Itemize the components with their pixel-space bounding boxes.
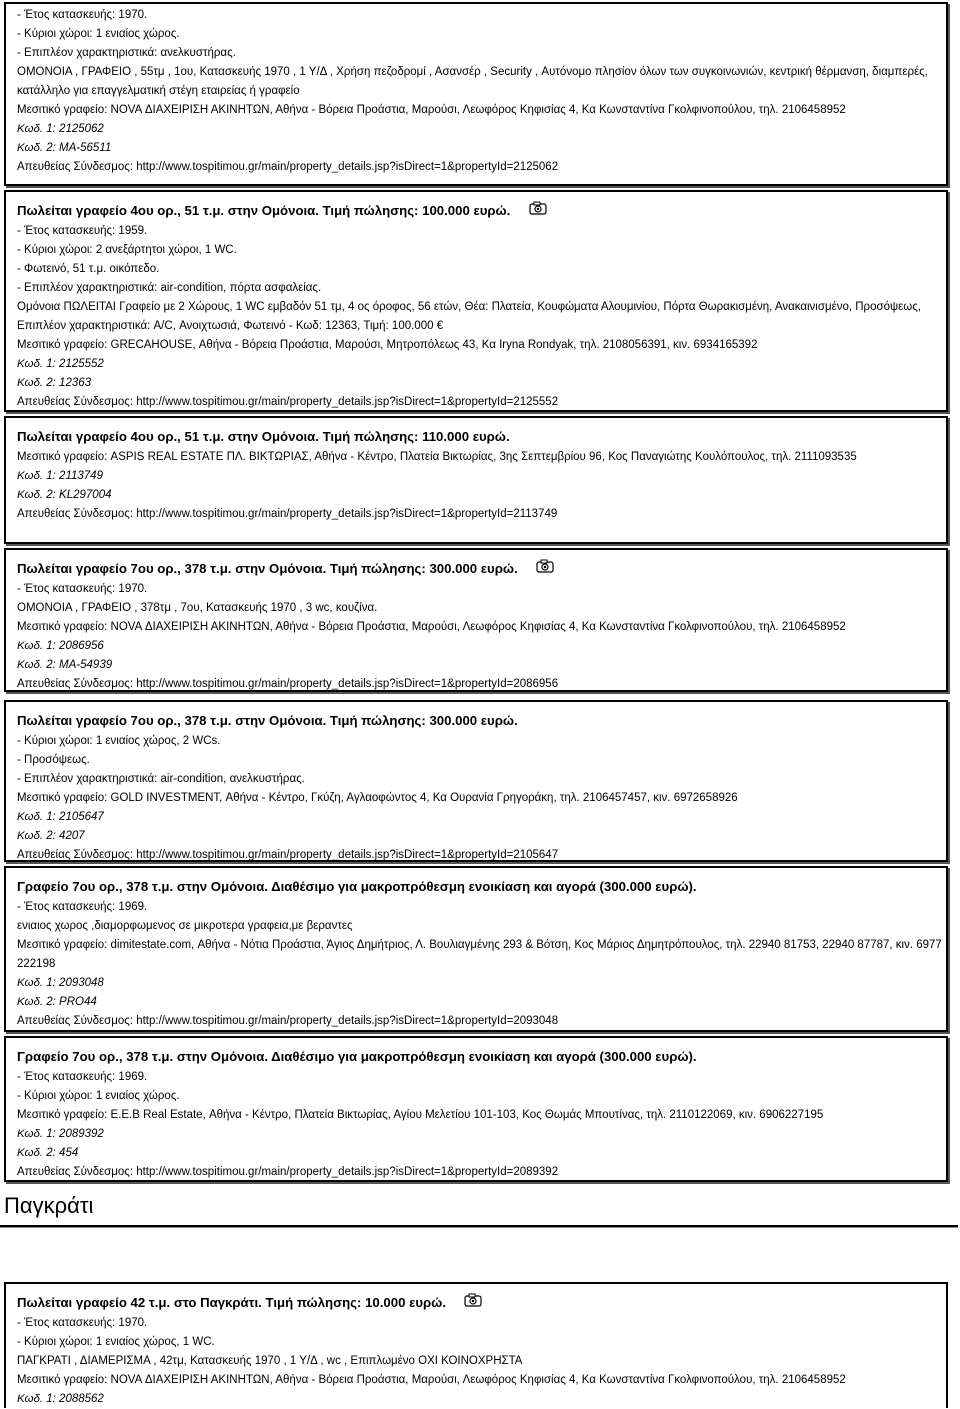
agency-info: Μεσιτικό γραφείο: GOLD INVESTMENT, Αθήνα - Κέντρο, Γκύζη, Αγλαοφώντος 4, Κα Ουρανία Γρηγοράκη, τηλ. 2106457457, κιν. 6972658926 [17,792,738,804]
listing-detail: - Κύριοι χώροι: 1 ενιαίος χώρος, 1 WC. [17,1336,215,1348]
listing-detail: - Έτος κατασκευής: 1959. [17,225,148,237]
camera-icon[interactable] [529,201,547,220]
agency-info: Μεσιτικό γραφείο: NOVA ΔΙΑΧΕΙΡΙΣΗ ΑΚΙΝΗΤΩΝ, Αθήνα - Βόρεια Προάστια, Μαρούσι, Λεωφόρος Κηφισίας 4, Κα Κωνσταντίνα Γκολφινοπούλου, τηλ. 2106458952 [17,104,846,116]
agency-info: Μεσιτικό γραφείο: ASPIS REAL ESTATE ΠΛ. ΒΙΚΤΩΡΙΑΣ, Αθήνα - Κέντρο, Πλατεία Βικτωρίας, 3ης Σεπτεμβρίου 96, Κος Παναγιώτης Κουλόπουλος, τηλ. 2111093535 [17,451,857,463]
direct-link[interactable]: Απευθείας Σύνδεσμος: http://www.tospitimou.gr/main/property_details.jsp?isDirect=1&propertyId=2093048 [17,1015,559,1027]
direct-link[interactable]: Απευθείας Σύνδεσμος: http://www.tospitimou.gr/main/property_details.jsp?isDirect=1&propertyId=2125552 [17,396,559,408]
listing-card [4,548,948,692]
listing-detail: - Επιπλέον χαρακτηριστικά: ανελκυστήρας. [17,47,236,59]
listing-title: Γραφείο 7ου ορ., 378 τ.μ. στην Ομόνοια. Διαθέσιμο για μακροπρόθεσμη ενοικίαση και αγορά (300.000 ευρώ). [17,1049,697,1064]
listing-detail: - Κύριοι χώροι: 1 ενιαίος χώρος. [17,28,180,40]
listing-detail: - Επιπλέον χαρακτηριστικά: air-condition, πόρτα ασφαλείας. [17,282,322,294]
listing-card [4,416,948,544]
listing-detail: - Επιπλέον χαρακτηριστικά: air-condition, ανελκυστήρας. [17,773,305,785]
listing-card [4,1282,948,1408]
section-divider [0,1225,958,1227]
code-2: Κωδ. 2: PRO44 [17,996,97,1008]
camera-icon[interactable] [464,1293,482,1312]
listing-card [4,2,948,186]
direct-link[interactable]: Απευθείας Σύνδεσμος: http://www.tospitimou.gr/main/property_details.jsp?isDirect=1&propertyId=2086956 [17,678,559,690]
code-2: Κωδ. 2: KL297004 [17,489,112,501]
listing-header [17,1292,946,1314]
listing-detail: - Έτος κατασκευής: 1969. [17,1071,148,1083]
code-1: Κωδ. 1: 2125062 [17,123,104,135]
listing-detail: - Κύριοι χώροι: 1 ενιαίος χώρος. [17,1090,180,1102]
listing-detail: - Έτος κατασκευής: 1970. [17,1317,148,1329]
listing-detail: - Έτος κατασκευής: 1969. [17,901,148,913]
code-1: Κωδ. 1: 2089392 [17,1128,104,1140]
code-2: Κωδ. 2: 12363 [17,377,92,389]
listing-description: ΠΑΓΚΡΑΤΙ , ΔΙΑΜΕΡΙΣΜΑ , 42τμ, Κατασκευής 1970 , 1 Υ/Δ , wc , Επιπλωμένο ΟΧΙ ΚΟΙΝΟΧΡΗΣΤΑ [17,1355,523,1367]
direct-link[interactable]: Απευθείας Σύνδεσμος: http://www.tospitimou.gr/main/property_details.jsp?isDirect=1&propertyId=2105647 [17,849,559,861]
agency-info: Μεσιτικό γραφείο: NOVA ΔΙΑΧΕΙΡΙΣΗ ΑΚΙΝΗΤΩΝ, Αθήνα - Βόρεια Προάστια, Μαρούσι, Λεωφόρος Κηφισίας 4, Κα Κωνσταντίνα Γκολφινοπούλου, τηλ. 2106458952 [17,1374,846,1386]
listing-description: ΟΜΟΝΟΙΑ , ΓΡΑΦΕΙΟ , 378τμ , 7ου, Κατασκευής 1970 , 3 wc, κουζίνα. [17,602,378,614]
listing-detail: - Έτος κατασκευής: 1970. [17,9,148,21]
agency-info: Μεσιτικό γραφείο: NOVA ΔΙΑΧΕΙΡΙΣΗ ΑΚΙΝΗΤΩΝ, Αθήνα - Βόρεια Προάστια, Μαρούσι, Λεωφόρος Κηφισίας 4, Κα Κωνσταντίνα Γκολφινοπούλου, τηλ. 2106458952 [17,621,846,633]
agency-info: Μεσιτικό γραφείο: GRECAHOUSE, Αθήνα - Βόρεια Προάστια, Μαρούσι, Μητροπόλεως 43, Κα Iryna Rondyak, τηλ. 2108056391, κιν. 6934165392 [17,339,758,351]
code-2: Κωδ. 2: 4207 [17,830,85,842]
listing-description: ΟΜΟΝΟΙΑ , ΓΡΑΦΕΙΟ , 55τμ , 1ου, Κατασκευής 1970 , 1 Υ/Δ , Χρήση πεζοδρομί , Ασανσέρ , Security , Αυτόνομο πλησίον όλων των συγκοινωνιών, κεντρική θέρμανση, διαμπερές, κατάλληλο για επαγγελματική στέγη εταιρείας ή γραφείο [17,66,928,97]
code-2: Κωδ. 2: MA-54939 [17,659,113,671]
listing-detail: - Κύριοι χώροι: 1 ενιαίος χώρος, 2 WCs. [17,735,221,747]
listing-header [17,558,946,580]
listing-card [4,866,948,1032]
code-1: Κωδ. 1: 2105647 [17,811,104,823]
camera-icon[interactable] [536,559,554,578]
listing-header [17,876,946,898]
listing-title: Πωλείται γραφείο 7ου ορ., 378 τ.μ. στην Ομόνοια. Τιμή πώλησης: 300.000 ευρώ. [17,561,518,576]
code-1: Κωδ. 1: 2093048 [17,977,104,989]
listing-card [4,1036,948,1182]
section-title: Παγκράτι [4,1193,94,1218]
listing-title: Πωλείται γραφείο 7ου ορ., 378 τ.μ. στην Ομόνοια. Τιμή πώλησης: 300.000 ευρώ. [17,713,518,728]
listing-title: Πωλείται γραφείο 4ου ορ., 51 τ.μ. στην Ομόνοια. Τιμή πώλησης: 110.000 ευρώ. [17,429,510,444]
listing-detail: - Προσόψεως. [17,754,90,766]
code-1: Κωδ. 1: 2125552 [17,358,104,370]
listing-description: Ομόνοια ΠΩΛΕΙΤΑΙ Γραφείο με 2 Χώρους, 1 WC εμβαδόν 51 τμ, 4 ος όροφος, 56 ετών, Θέα: Πλατεία, Κουφώματα Αλουμινίου, Πόρτα Θωρακισμένη, Ανακαινισμένο, Προσόψεως, Επιπλέον χαρακτηριστικά: A/C, Ανοιχτωσιά, Φωτεινό - Κωδ: 12363, Τιμή: 100.000 € [17,301,922,332]
agency-info: Μεσιτικό γραφείο: dimitestate.com, Αθήνα - Νότια Προάστια, Άγιος Δημήτριος, Λ. Βουλιαγμένης 293 & Βότση, Κος Μάριος Δημητρόπουλος, τηλ. 22940 81753, 22940 87787, κιν. 6977 222198 [17,939,942,970]
listing-header [17,426,946,448]
code-1: Κωδ. 1: 2088562 [17,1393,104,1405]
code-1: Κωδ. 1: 2086956 [17,640,104,652]
listing-detail: - Φωτεινό, 51 τ.μ. οικόπεδο. [17,263,160,275]
listing-description: ενιαιος χωρος ,διαμορφωμενος σε μικροτερα γραφεια,με βεραντες [17,920,353,932]
direct-link[interactable]: Απευθείας Σύνδεσμος: http://www.tospitimou.gr/main/property_details.jsp?isDirect=1&propertyId=2089392 [17,1166,559,1178]
code-2: Κωδ. 2: MA-56511 [17,142,112,154]
listing-card [4,700,948,862]
listing-title: Γραφείο 7ου ορ., 378 τ.μ. στην Ομόνοια. Διαθέσιμο για μακροπρόθεσμη ενοικίαση και αγορά (300.000 ευρώ). [17,879,697,894]
listing-detail: - Κύριοι χώροι: 2 ανεξάρτητοι χώροι, 1 WC. [17,244,237,256]
listing-header [17,200,946,222]
listing-detail: - Έτος κατασκευής: 1970. [17,583,148,595]
listing-card [4,190,948,412]
listing-title: Πωλείται γραφείο 42 τ.μ. στο Παγκράτι. Τιμή πώλησης: 10.000 ευρώ. [17,1295,446,1310]
listing-title: Πωλείται γραφείο 4ου ορ., 51 τ.μ. στην Ομόνοια. Τιμή πώλησης: 100.000 ευρώ. [17,203,511,218]
listing-header [17,1046,946,1068]
code-2: Κωδ. 2: 454 [17,1147,79,1159]
code-1: Κωδ. 1: 2113749 [17,470,103,482]
listing-header [17,710,946,732]
direct-link[interactable]: Απευθείας Σύνδεσμος: http://www.tospitimou.gr/main/property_details.jsp?isDirect=1&propertyId=2125062 [17,161,559,173]
agency-info: Μεσιτικό γραφείο: E.E.B Real Estate, Αθήνα - Κέντρο, Πλατεία Βικτωρίας, Αγίου Μελετίου 101-103, Κος Θωμάς Μπουτίνας, τηλ. 2110122069, κιν. 6906227195 [17,1109,824,1121]
direct-link[interactable]: Απευθείας Σύνδεσμος: http://www.tospitimou.gr/main/property_details.jsp?isDirect=1&propertyId=2113749 [17,508,558,520]
